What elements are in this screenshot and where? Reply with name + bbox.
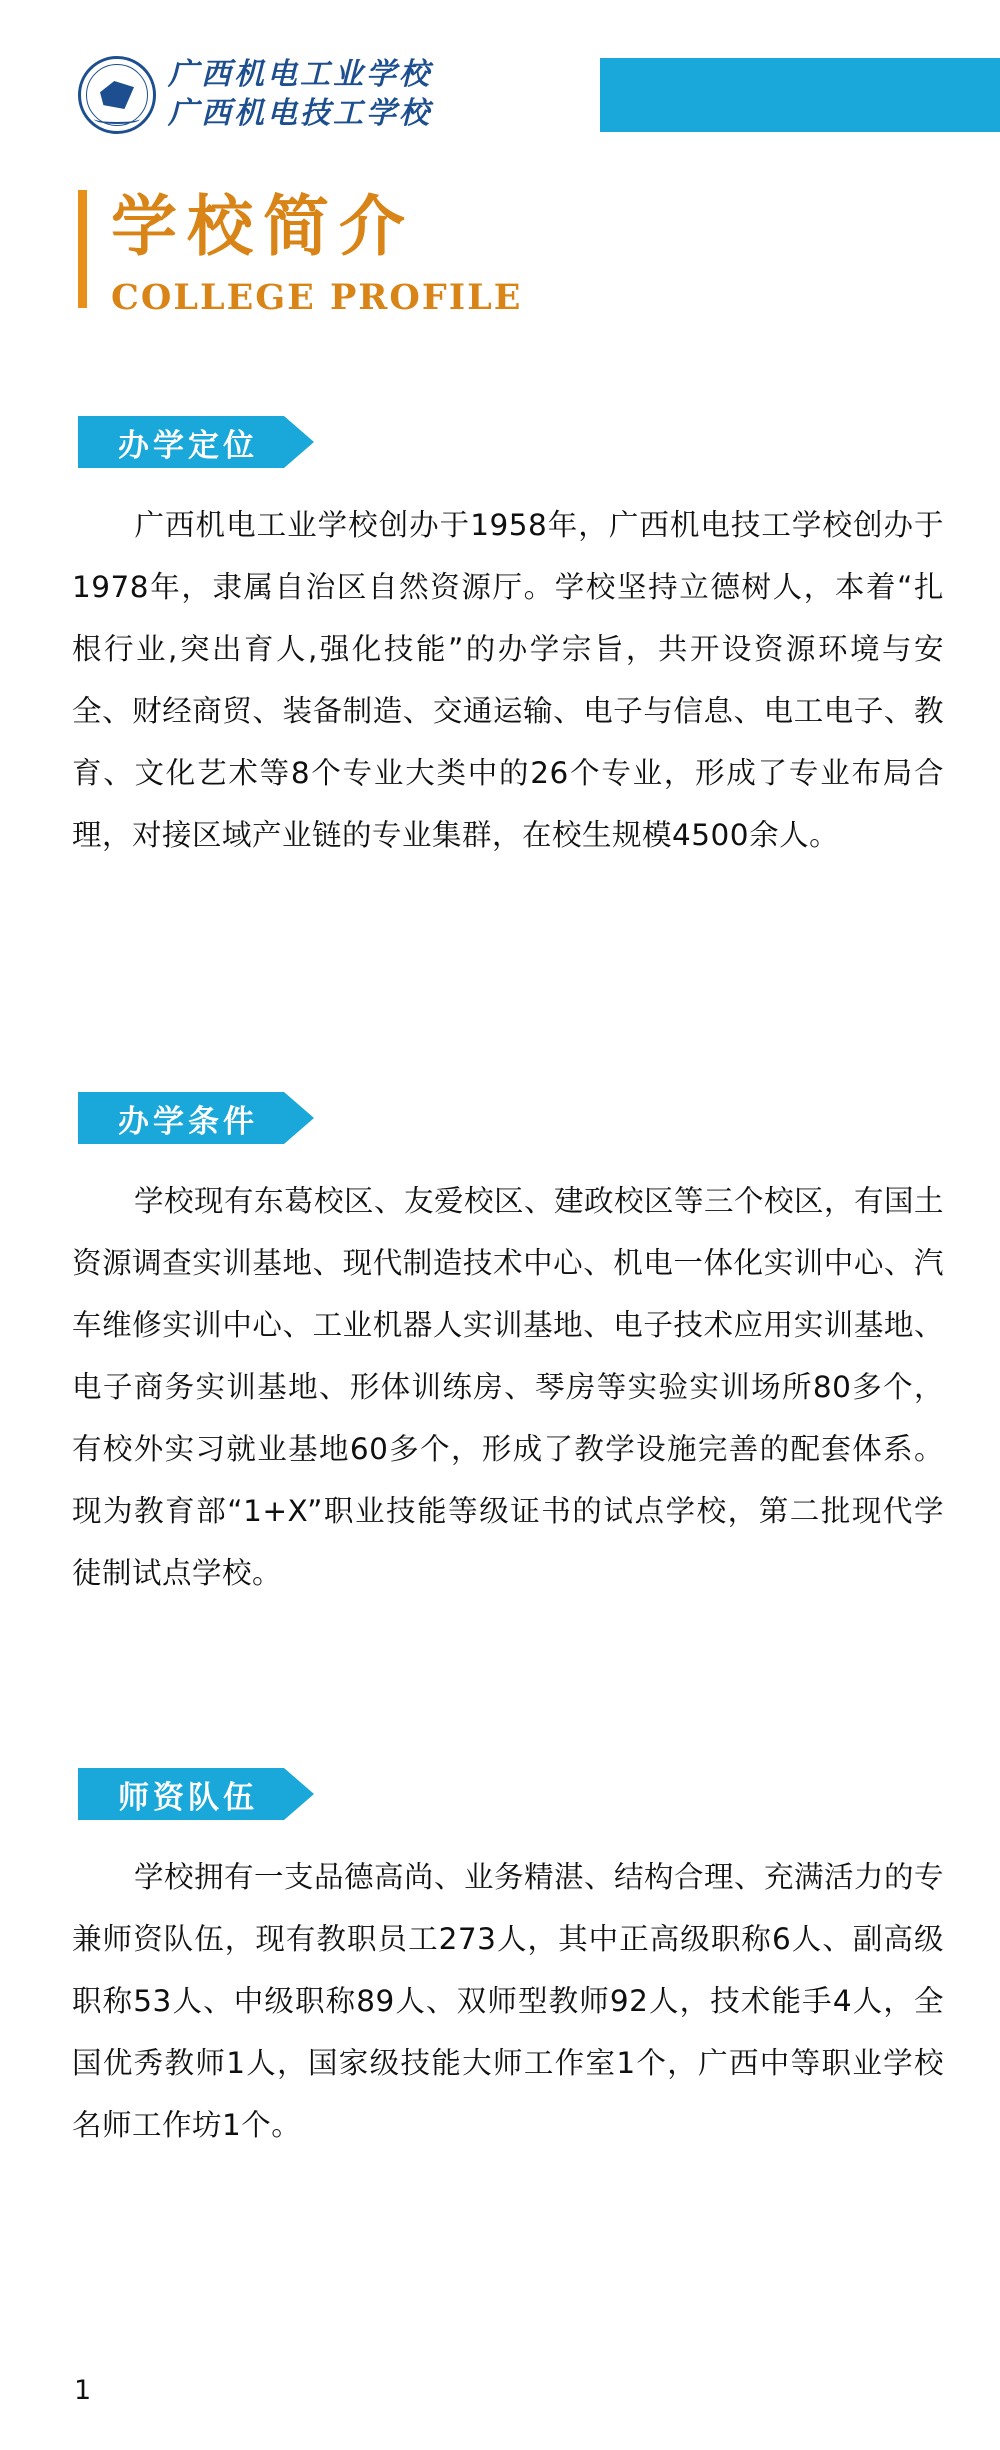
school-name-line-1: 广西机电工业学校 [168, 57, 432, 93]
page-title-en: COLLEGE PROFILE [111, 276, 523, 318]
header-accent-bar [600, 58, 1000, 132]
ribbon-arrow-icon [284, 416, 314, 468]
section-heading-1-label: 办学定位 [118, 427, 258, 464]
section-body-3-text: 学校拥有一支品德高尚、业务精湛、结构合理、充满活力的专兼师资队伍，现有教职员工273人，其中正高级职称6人、副高级职称53人、中级职称89人、双师型教师92人，技术能手4人，全国优秀教师1人，国家级技能大师工作室1个，广西中等职业学校名师工作坊1个。 [72, 1860, 945, 2142]
ribbon-arrow-icon [284, 1768, 314, 1820]
section-heading-2 [78, 1092, 314, 1144]
section-heading-3 [78, 1768, 314, 1820]
section-heading-1 [78, 416, 314, 468]
page-header [0, 48, 1000, 153]
section-heading-2-label: 办学条件 [118, 1103, 258, 1140]
school-emblem-icon [78, 56, 156, 134]
school-logo [78, 56, 432, 134]
ribbon-arrow-icon [284, 1092, 314, 1144]
section-body-2 [72, 1170, 944, 1604]
title-rule [78, 190, 87, 308]
page-number: 1 [74, 2375, 92, 2406]
page-title-cn: 学校简介 [111, 187, 415, 265]
section-body-2-text: 学校现有东葛校区、友爱校区、建政校区等三个校区，有国土资源调查实训基地、现代制造技术中心、机电一体化实训中心、汽车维修实训中心、工业机器人实训基地、电子技术应用实训基地、电子商务实训基地、形体训练房、琴房等实验实训场所80多个，有校外实习就业基地60多个，形成了教学设施完善的配套体系。现为教育部“1+X”职业技能等级证书的试点学校，第二批现代学徒制试点学校。 [72, 1184, 945, 1590]
page-title [78, 186, 522, 318]
section-body-1 [72, 494, 944, 866]
section-heading-3-label: 师资队伍 [118, 1779, 258, 1816]
school-logo-text [168, 57, 432, 132]
school-name-line-2: 广西机电技工学校 [168, 96, 432, 131]
section-body-3 [72, 1846, 944, 2156]
section-body-1-text: 广西机电工业学校创办于1958年，广西机电技工学校创办于1978年，隶属自治区自然资源厅。学校坚持立德树人，本着“扎根行业,突出育人,强化技能”的办学宗旨，共开设资源环境与安全、财经商贸、装备制造、交通运输、电子与信息、电工电子、教育、文化艺术等8个专业大类中的26个专业，形成了专业布局合理，对接区域产业链的专业集群，在校生规模4500余人。 [72, 508, 944, 852]
